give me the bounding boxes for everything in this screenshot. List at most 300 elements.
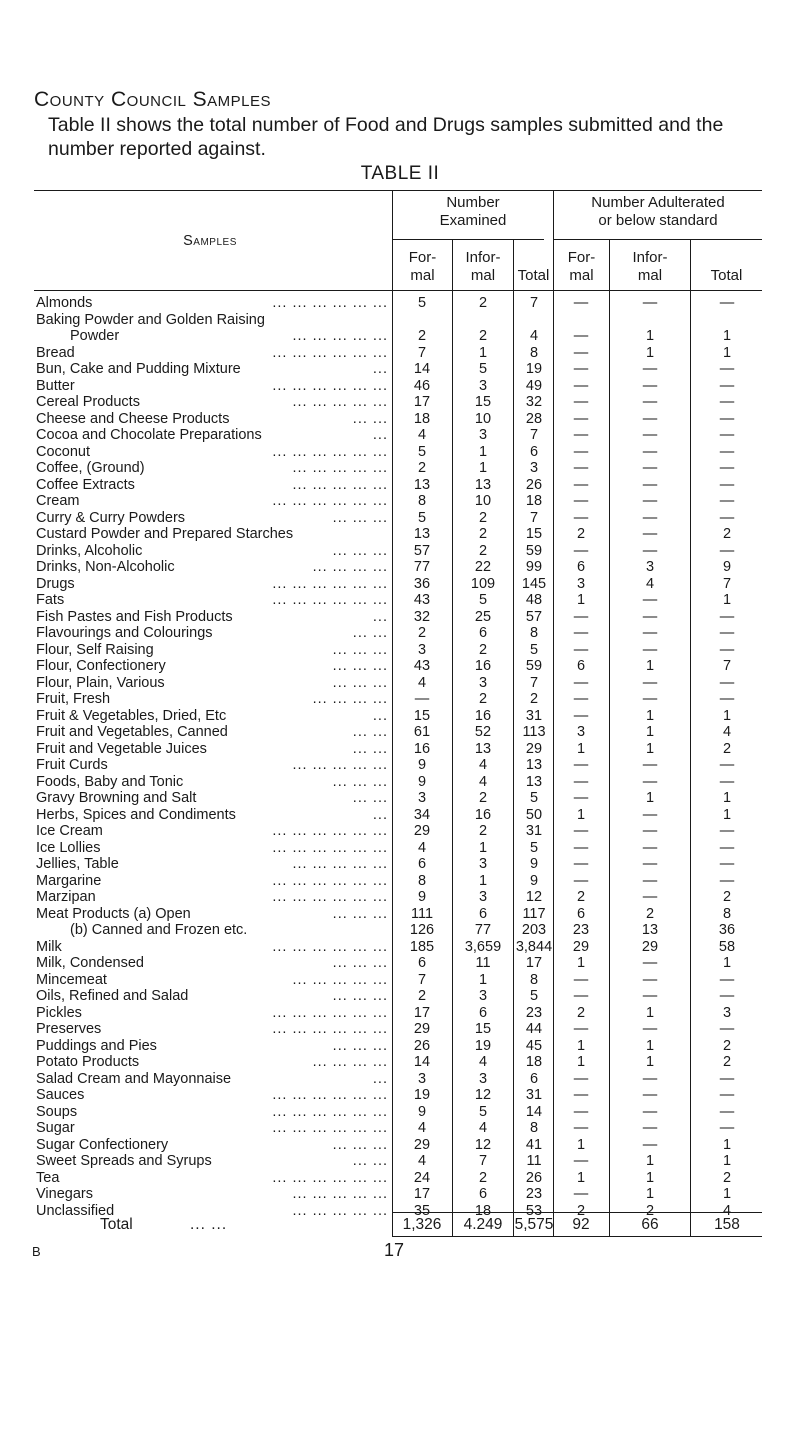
total-formal: 1,326 <box>402 1216 442 1233</box>
leader-dots: ... <box>372 361 388 377</box>
cell-informal: 16 <box>474 806 492 823</box>
cell-adult-formal: — <box>573 988 589 1004</box>
cell-adult-informal: — <box>642 394 658 410</box>
sample-name: Coconut <box>36 443 91 460</box>
cell-informal: 12 <box>474 1087 492 1103</box>
cell-formal: 5 <box>417 295 427 311</box>
cell-total: 8 <box>529 971 539 988</box>
cell-adult-formal: 1 <box>576 1136 586 1153</box>
cell-adult-total: — <box>719 625 735 641</box>
table-row <box>0 1037 800 1055</box>
sample-name: Potato Products <box>36 1054 140 1070</box>
cell-adult-formal: — <box>573 757 589 773</box>
table-row <box>0 954 800 972</box>
cell-formal: 5 <box>417 509 427 526</box>
sample-name: Vinegars <box>36 1186 93 1202</box>
total-adult-formal: 92 <box>572 1216 590 1233</box>
table-row <box>0 327 800 345</box>
cell-adult-informal: 2 <box>645 1202 655 1219</box>
table-row <box>0 987 800 1005</box>
cell-total: 28 <box>525 410 543 427</box>
cell-adult-informal: 1 <box>645 724 655 740</box>
cell-total: 6 <box>529 1070 539 1087</box>
cell-total: 8 <box>529 344 539 361</box>
cell-informal: 22 <box>474 559 492 575</box>
cell-formal: — <box>414 691 430 707</box>
sample-name: Milk, Condensed <box>36 955 144 971</box>
sample-name: Oils, Refined and Salad <box>36 988 189 1004</box>
sample-name: Pickles <box>36 1004 82 1021</box>
cell-formal: 61 <box>413 724 431 740</box>
leader-dots: ... ... ... <box>332 988 388 1004</box>
sample-name: Ice Lollies <box>36 839 101 856</box>
cell-adult-informal: — <box>642 988 658 1004</box>
sample-name: Flour, Self Raising <box>36 641 154 658</box>
cell-adult-formal: 2 <box>576 889 586 905</box>
cell-adult-formal: 3 <box>576 724 586 740</box>
cell-adult-total: — <box>719 773 735 790</box>
total-label: Total <box>100 1216 133 1233</box>
cell-adult-informal: — <box>642 526 658 542</box>
cell-adult-informal: — <box>642 295 658 311</box>
sample-name: Fruit & Vegetables, Dried, Etc <box>36 707 227 724</box>
cell-total: 5 <box>529 988 539 1004</box>
sample-name: Fruit and Vegetables, Canned <box>36 724 228 740</box>
cell-adult-total: — <box>719 988 735 1004</box>
cell-total: 4 <box>529 328 539 344</box>
table-row <box>0 311 800 329</box>
leader-dots: ... ... ... ... ... ... <box>272 295 388 311</box>
cell-formal: 185 <box>409 938 435 955</box>
cell-adult-formal: — <box>573 394 589 410</box>
leader-dots: ... ... ... <box>332 1136 388 1153</box>
cell-adult-informal: — <box>642 1120 658 1136</box>
cell-adult-formal: 1 <box>576 955 586 971</box>
cell-total: 113 <box>522 724 546 740</box>
cell-adult-informal: 1 <box>645 1186 655 1202</box>
table-row <box>0 773 800 791</box>
table-row <box>0 525 800 543</box>
table-row <box>0 1136 800 1154</box>
cell-total: 13 <box>525 757 543 773</box>
cell-adult-informal: 1 <box>645 790 655 806</box>
intro-paragraph: Table II shows the total number of Food and Drugs samples submitted and the number reported against. <box>48 114 724 160</box>
sample-name: Tea <box>36 1169 60 1186</box>
sample-name: Ice Cream <box>36 823 103 839</box>
cell-formal: 34 <box>413 806 431 823</box>
sample-name: Meat Products (a) Open <box>36 905 191 922</box>
cell-adult-total: 1 <box>722 955 732 971</box>
cell-adult-informal: — <box>642 410 658 427</box>
sample-name: Soups <box>36 1103 78 1120</box>
cell-adult-formal: 1 <box>576 1169 586 1186</box>
table-title: TABLE II <box>360 163 440 184</box>
sample-name: Baking Powder and Golden Raising <box>36 311 265 328</box>
cell-adult-formal: — <box>573 1153 589 1169</box>
leader-dots: ... ... ... <box>332 641 388 658</box>
cell-informal: 4 <box>478 773 488 790</box>
table-row <box>0 377 800 395</box>
cell-informal: 2 <box>478 823 488 839</box>
cell-adult-informal: — <box>642 806 658 823</box>
table-row <box>0 459 800 477</box>
cell-informal: 13 <box>474 476 492 493</box>
cell-adult-informal: 29 <box>641 938 659 955</box>
cell-adult-formal: — <box>573 493 589 509</box>
cell-total: 5 <box>529 641 539 658</box>
cell-adult-informal: — <box>642 493 658 509</box>
sample-name: Coffee Extracts <box>36 476 135 493</box>
leader-dots: ... ... ... <box>332 658 388 674</box>
cell-adult-informal: — <box>642 856 658 872</box>
leader-dots: ... ... ... <box>332 955 388 971</box>
leader-dots: ... ... ... ... ... ... <box>272 592 388 608</box>
cell-adult-informal: 1 <box>645 1153 655 1169</box>
cell-adult-formal: — <box>573 410 589 427</box>
cell-adult-formal: — <box>573 344 589 361</box>
table-row <box>0 1004 800 1022</box>
table-row <box>0 591 800 609</box>
cell-formal: 4 <box>417 674 427 691</box>
cell-adult-total: — <box>719 394 735 410</box>
sample-name: Cheese and Cheese Products <box>36 410 230 427</box>
table-row <box>0 1152 800 1170</box>
cell-informal: 1 <box>478 971 488 988</box>
cell-formal: 29 <box>413 823 431 839</box>
cell-informal: 2 <box>478 691 488 707</box>
table-row <box>0 690 800 708</box>
cell-total: 18 <box>525 1054 543 1070</box>
cell-adult-informal: — <box>642 460 658 476</box>
table-row <box>0 674 800 692</box>
cell-total: 5 <box>529 839 539 856</box>
cell-adult-total: — <box>719 971 735 988</box>
table-row <box>0 1103 800 1121</box>
table-row <box>0 410 800 428</box>
cell-total: 41 <box>525 1136 543 1153</box>
cell-total: 7 <box>529 509 539 526</box>
sample-name: Marzipan <box>36 889 96 905</box>
cell-total: 32 <box>525 394 543 410</box>
sample-name: Mincemeat <box>36 971 107 988</box>
cell-informal: 6 <box>478 1186 488 1202</box>
table-row <box>0 575 800 593</box>
sample-name: Fruit Curds <box>36 757 108 773</box>
leader-dots: ... ... ... ... <box>312 691 388 707</box>
cell-total: 26 <box>525 476 543 493</box>
cell-adult-formal: 1 <box>576 1037 586 1054</box>
cell-adult-formal: — <box>573 328 589 344</box>
cell-total: 44 <box>525 1021 543 1037</box>
cell-adult-total: 9 <box>722 559 732 575</box>
cell-informal: 1 <box>478 839 488 856</box>
table-row <box>0 888 800 906</box>
cell-informal: 12 <box>474 1136 492 1153</box>
leader-dots: ... ... <box>352 724 388 740</box>
table-row <box>0 839 800 857</box>
cell-adult-informal: — <box>642 443 658 460</box>
cell-adult-formal: — <box>573 691 589 707</box>
table-row <box>0 905 800 923</box>
sample-name: Drinks, Non-Alcoholic <box>36 559 175 575</box>
cell-informal: 5 <box>478 592 488 608</box>
cell-adult-informal: — <box>642 509 658 526</box>
cell-adult-informal: — <box>642 839 658 856</box>
cell-formal: 43 <box>413 592 431 608</box>
cell-adult-formal: — <box>573 856 589 872</box>
sample-name: Sugar <box>36 1120 75 1136</box>
cell-adult-total: — <box>719 691 735 707</box>
cell-adult-total: 8 <box>722 905 732 922</box>
sample-name: Flour, Confectionery <box>36 658 166 674</box>
cell-adult-total: — <box>719 476 735 493</box>
sample-name: Powder <box>70 328 120 344</box>
cell-total: 23 <box>525 1186 543 1202</box>
cell-adult-formal: 1 <box>576 806 586 823</box>
cell-total: 19 <box>525 361 543 377</box>
cell-total: 3,844 <box>515 938 553 955</box>
cell-adult-total: 4 <box>722 1202 732 1219</box>
cell-total: 5 <box>529 790 539 806</box>
cell-formal: 17 <box>413 1186 431 1202</box>
cell-adult-formal: — <box>573 839 589 856</box>
cell-adult-formal: — <box>573 476 589 493</box>
leader-dots: ... ... ... ... ... ... <box>272 1004 388 1021</box>
leader-dots: ... ... ... <box>332 674 388 691</box>
cell-total: 145 <box>521 575 547 592</box>
leader-dots: ... ... ... ... ... <box>292 394 388 410</box>
leader-dots: ... ... ... ... ... <box>292 460 388 476</box>
sample-name: Butter <box>36 377 75 394</box>
cell-adult-informal: — <box>642 592 658 608</box>
cell-formal: 24 <box>413 1169 431 1186</box>
cell-informal: 2 <box>478 509 488 526</box>
cell-informal: 3 <box>478 377 488 394</box>
cell-formal: 16 <box>413 740 431 757</box>
leader-dots: ... ... ... ... <box>312 559 388 575</box>
cell-total: 31 <box>525 707 543 724</box>
leader-dots: ... ... <box>352 1153 388 1169</box>
cell-adult-formal: — <box>573 1120 589 1136</box>
cell-formal: 7 <box>417 971 427 988</box>
cell-informal: 5 <box>478 361 488 377</box>
cell-adult-informal: — <box>642 427 658 443</box>
leader-dots: ... ... <box>352 410 388 427</box>
cell-total: 49 <box>525 377 543 394</box>
cell-adult-informal: — <box>642 1087 658 1103</box>
leader-dots: ... <box>372 608 388 625</box>
cell-adult-total: 7 <box>722 658 732 674</box>
cell-formal: 3 <box>417 790 427 806</box>
cell-formal: 14 <box>413 361 431 377</box>
cell-total: 8 <box>529 1120 539 1136</box>
cell-adult-total: — <box>719 443 735 460</box>
cell-adult-formal: 2 <box>576 1202 586 1219</box>
cell-adult-informal: — <box>642 641 658 658</box>
samples-header: Samples <box>183 233 237 249</box>
cell-informal: 6 <box>478 625 488 641</box>
cell-adult-total: 1 <box>722 790 732 806</box>
header-total: Total <box>517 267 550 284</box>
leader-dots: ... <box>372 707 388 724</box>
cell-adult-informal: — <box>642 691 658 707</box>
table-row <box>0 294 800 312</box>
leader-dots: ... ... ... ... ... ... <box>272 1021 388 1037</box>
cell-formal: 6 <box>417 955 427 971</box>
adulterated-header-line1: Number Adulterated <box>591 194 725 211</box>
cell-informal: 52 <box>474 724 492 740</box>
cell-formal: 126 <box>409 922 435 938</box>
table-row <box>0 641 800 659</box>
leader-dots: ... <box>372 806 388 823</box>
cell-adult-informal: — <box>642 1070 658 1087</box>
table-row <box>0 558 800 576</box>
table-row <box>0 624 800 642</box>
table-row <box>0 542 800 560</box>
cell-adult-total: — <box>719 856 735 872</box>
cell-adult-formal: 1 <box>576 740 586 757</box>
cell-adult-formal: — <box>573 1021 589 1037</box>
table-row <box>0 1020 800 1038</box>
cell-adult-informal: — <box>642 625 658 641</box>
leader-dots: ... <box>372 427 388 443</box>
cell-total: 9 <box>529 856 539 872</box>
cell-adult-total: 2 <box>722 1169 732 1186</box>
cell-formal: 111 <box>410 905 434 922</box>
cell-formal: 4 <box>417 427 427 443</box>
sample-name: (b) Canned and Frozen etc. <box>70 922 248 938</box>
leader-dots: ... ... ... <box>332 1037 388 1054</box>
cell-adult-informal: 1 <box>645 1054 655 1070</box>
table-row <box>0 393 800 411</box>
cell-adult-informal: 1 <box>645 1037 655 1054</box>
cell-adult-total: — <box>719 641 735 658</box>
sample-name: Drugs <box>36 575 75 592</box>
cell-total: 15 <box>525 526 543 542</box>
cell-adult-informal: — <box>642 1136 658 1153</box>
cell-adult-informal: 1 <box>645 1169 655 1186</box>
cell-adult-total: 2 <box>722 889 732 905</box>
cell-informal: 10 <box>474 493 492 509</box>
cell-adult-informal: — <box>642 377 658 394</box>
leader-dots: ... ... ... ... <box>312 1054 388 1070</box>
cell-adult-total: 36 <box>718 922 736 938</box>
cell-adult-formal: — <box>573 377 589 394</box>
leader-dots: ... ... ... ... ... ... <box>272 1087 388 1103</box>
leader-dots: ... ... ... ... ... <box>292 1186 388 1202</box>
cell-adult-formal: — <box>573 460 589 476</box>
footer-mark: B <box>32 1244 41 1259</box>
cell-informal: 2 <box>478 328 488 344</box>
header-adult-total: Total <box>710 267 743 284</box>
cell-adult-total: 58 <box>718 938 736 955</box>
cell-informal: 2 <box>478 542 488 559</box>
cell-adult-formal: — <box>573 427 589 443</box>
cell-adult-formal: 29 <box>572 938 590 955</box>
cell-informal: 15 <box>474 1021 492 1037</box>
cell-adult-informal: 1 <box>645 328 655 344</box>
table-row <box>0 1086 800 1104</box>
sample-name: Custard Powder and Prepared Starches <box>36 526 294 542</box>
cell-adult-total: 1 <box>722 328 732 344</box>
table-row <box>0 360 800 378</box>
header-informal: Infor- mal <box>465 249 501 284</box>
cell-total: 26 <box>525 1169 543 1186</box>
sample-name: Fats <box>36 592 65 608</box>
leader-dots: ... ... ... ... ... ... <box>272 344 388 361</box>
total-adult-total: 158 <box>714 1216 740 1233</box>
leader-dots: ... ... ... ... ... ... <box>272 872 388 889</box>
cell-informal: 2 <box>478 526 488 542</box>
cell-total: 17 <box>525 955 543 971</box>
table-row <box>0 1119 800 1137</box>
cell-total: 45 <box>525 1037 543 1054</box>
leader-dots: ... ... ... ... ... ... <box>272 1120 388 1136</box>
cell-adult-total: 2 <box>722 740 732 757</box>
cell-formal: 4 <box>417 1120 427 1136</box>
cell-formal: 46 <box>413 377 431 394</box>
table-row <box>0 1185 800 1203</box>
cell-adult-formal: — <box>573 295 589 311</box>
table-row <box>0 756 800 774</box>
cell-informal: 4 <box>478 1054 488 1070</box>
cell-adult-total: 3 <box>722 1004 732 1021</box>
header-adult-formal: For- mal <box>567 249 596 284</box>
cell-formal: 4 <box>417 839 427 856</box>
cell-formal: 13 <box>413 476 431 493</box>
table-row <box>0 344 800 362</box>
leader-dots: ... ... ... ... ... ... <box>272 443 388 460</box>
cell-adult-total: 1 <box>722 1136 732 1153</box>
cell-formal: 7 <box>417 344 427 361</box>
cell-total: 29 <box>525 740 543 757</box>
cell-adult-total: 7 <box>722 575 732 592</box>
cell-formal: 17 <box>413 394 431 410</box>
cell-informal: 6 <box>478 1004 488 1021</box>
sample-name: Herbs, Spices and Condiments <box>36 806 236 823</box>
examined-header-line1: Number <box>446 194 500 211</box>
cell-adult-informal: 1 <box>645 1004 655 1021</box>
cell-adult-informal: 4 <box>645 575 655 592</box>
cell-adult-total: 2 <box>722 1037 732 1054</box>
cell-adult-informal: — <box>642 773 658 790</box>
cell-formal: 18 <box>413 410 431 427</box>
table-row <box>0 657 800 675</box>
sample-name: Preserves <box>36 1021 102 1037</box>
leader-dots: ... ... ... ... ... ... <box>272 377 388 394</box>
cell-informal: 1 <box>478 872 488 889</box>
examined-header-line2: Examined <box>439 212 507 229</box>
cell-total: 53 <box>525 1202 543 1219</box>
cell-informal: 16 <box>474 658 492 674</box>
sample-name: Cocoa and Chocolate Preparations <box>36 427 262 443</box>
cell-adult-formal: 23 <box>572 922 590 938</box>
cell-adult-total: — <box>719 361 735 377</box>
cell-adult-total: 1 <box>722 592 732 608</box>
table-row <box>0 806 800 824</box>
cell-adult-total: — <box>719 427 735 443</box>
cell-adult-informal: — <box>642 889 658 905</box>
cell-adult-formal: — <box>573 542 589 559</box>
cell-adult-total: 1 <box>722 1153 732 1169</box>
cell-adult-informal: — <box>642 1021 658 1037</box>
sample-name: Salad Cream and Mayonnaise <box>36 1070 232 1087</box>
cell-total: 23 <box>525 1004 543 1021</box>
cell-adult-formal: — <box>573 361 589 377</box>
cell-formal: 43 <box>413 658 431 674</box>
table-row <box>0 1070 800 1088</box>
page-number: 17 <box>384 1240 405 1260</box>
